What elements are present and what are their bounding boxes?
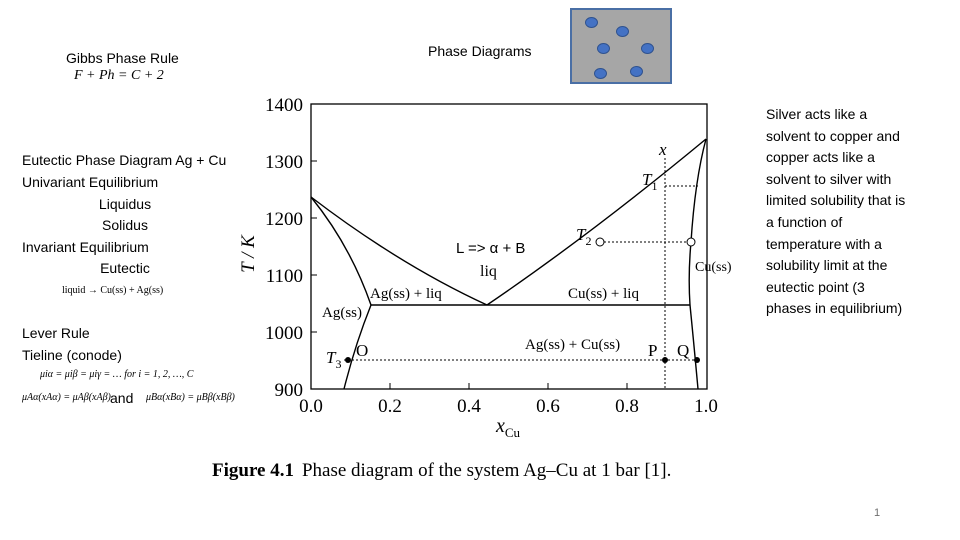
liquidus-point-T2 <box>596 238 604 246</box>
solidus-ag-side <box>311 197 371 305</box>
gibbs-formula: F + Ph = C + 2 <box>74 68 164 83</box>
solidus-point-T2 <box>687 238 695 246</box>
region-ag-liq: Ag(ss) + liq <box>370 286 442 302</box>
y-axis-label: T / K <box>238 235 259 273</box>
equilibrium-condition-b: μBα(xBα) = μBβ(xBβ) <box>146 392 235 403</box>
point-O <box>345 357 351 363</box>
label-T3: $T_3$ <box>326 348 342 371</box>
liquidus-cu-side <box>487 139 706 305</box>
reaction-note: L => α + B <box>456 240 526 257</box>
y-tick-label: 1300 <box>265 152 303 173</box>
region-ag-cu: Ag(ss) + Cu(ss) <box>525 337 621 353</box>
point-Q <box>694 357 700 363</box>
region-liq: liq <box>480 263 497 280</box>
explanation-text: Silver acts like a solvent to copper and copper acts like a solvent to silver with limited solubility that is a function of temperature with a solubility limit at the eutectic point (3 phases in equilibrium) <box>766 106 906 317</box>
y-tick-label: 1000 <box>265 323 303 344</box>
x-axis-label: $x_{Cu}$ <box>496 415 521 440</box>
label-Q: Q <box>677 341 690 360</box>
region-ag-ss: Ag(ss) <box>322 305 362 321</box>
caption-text: Phase diagram of the system Ag–Cu at 1 bar [1]. <box>301 460 672 481</box>
gibbs-title: Gibbs Phase Rule <box>66 50 179 66</box>
solidus-label: Solidus <box>102 217 148 233</box>
label-P: P <box>648 341 658 360</box>
label-O: O <box>356 341 369 360</box>
invariant-label: Invariant Equilibrium <box>22 239 149 255</box>
y-tick-label: 900 <box>274 380 303 401</box>
x-tick-label: 0.2 <box>378 396 402 417</box>
x-tick-label: 0.6 <box>536 396 560 417</box>
and-label: and <box>110 390 134 406</box>
y-tick-label: 1200 <box>265 209 303 230</box>
region-cu-liq: Cu(ss) + liq <box>568 286 639 302</box>
univariant-label: Univariant Equilibrium <box>22 174 159 190</box>
label-T2: $T_2$ <box>576 225 592 248</box>
lever-rule-label: Lever Rule <box>22 325 90 341</box>
phase-diagrams-title: Phase Diagrams <box>428 43 532 59</box>
x-tick-label: 0.4 <box>457 396 481 417</box>
figure-caption <box>212 460 671 482</box>
slide-number: 1 <box>874 507 881 519</box>
x-tick-label: 1.0 <box>694 396 718 417</box>
chemical-potential-equality: μiα = μiβ = μiγ = … for i = 1, 2, …, C <box>40 369 194 380</box>
x-tick-label: 0.0 <box>299 396 323 417</box>
liquidus-label: Liquidus <box>98 196 152 212</box>
label-x: x <box>659 140 667 159</box>
x-tick-label: 0.8 <box>615 396 639 417</box>
y-tick-label: 1100 <box>265 266 303 287</box>
tieline-label: Tieline (conode) <box>22 347 122 363</box>
eutectic-title: Eutectic Phase Diagram Ag + Cu <box>22 152 227 168</box>
label-T1: $T_1$ <box>642 170 658 193</box>
y-tick-label: 1400 <box>265 95 303 116</box>
region-cu-ss: Cu(ss) <box>695 260 732 275</box>
solvus-cu-side <box>690 305 698 389</box>
caption-label: Figure 4.1 <box>212 460 294 481</box>
eutectic-reaction: liquid → Cu(ss) + Ag(ss) <box>62 285 164 296</box>
point-P <box>662 357 668 363</box>
equilibrium-condition-a: μAα(xAα) = μAβ(xAβ) <box>22 392 111 403</box>
solidus-cu-side <box>689 139 706 305</box>
eutectic-label: Eutectic <box>100 260 150 276</box>
